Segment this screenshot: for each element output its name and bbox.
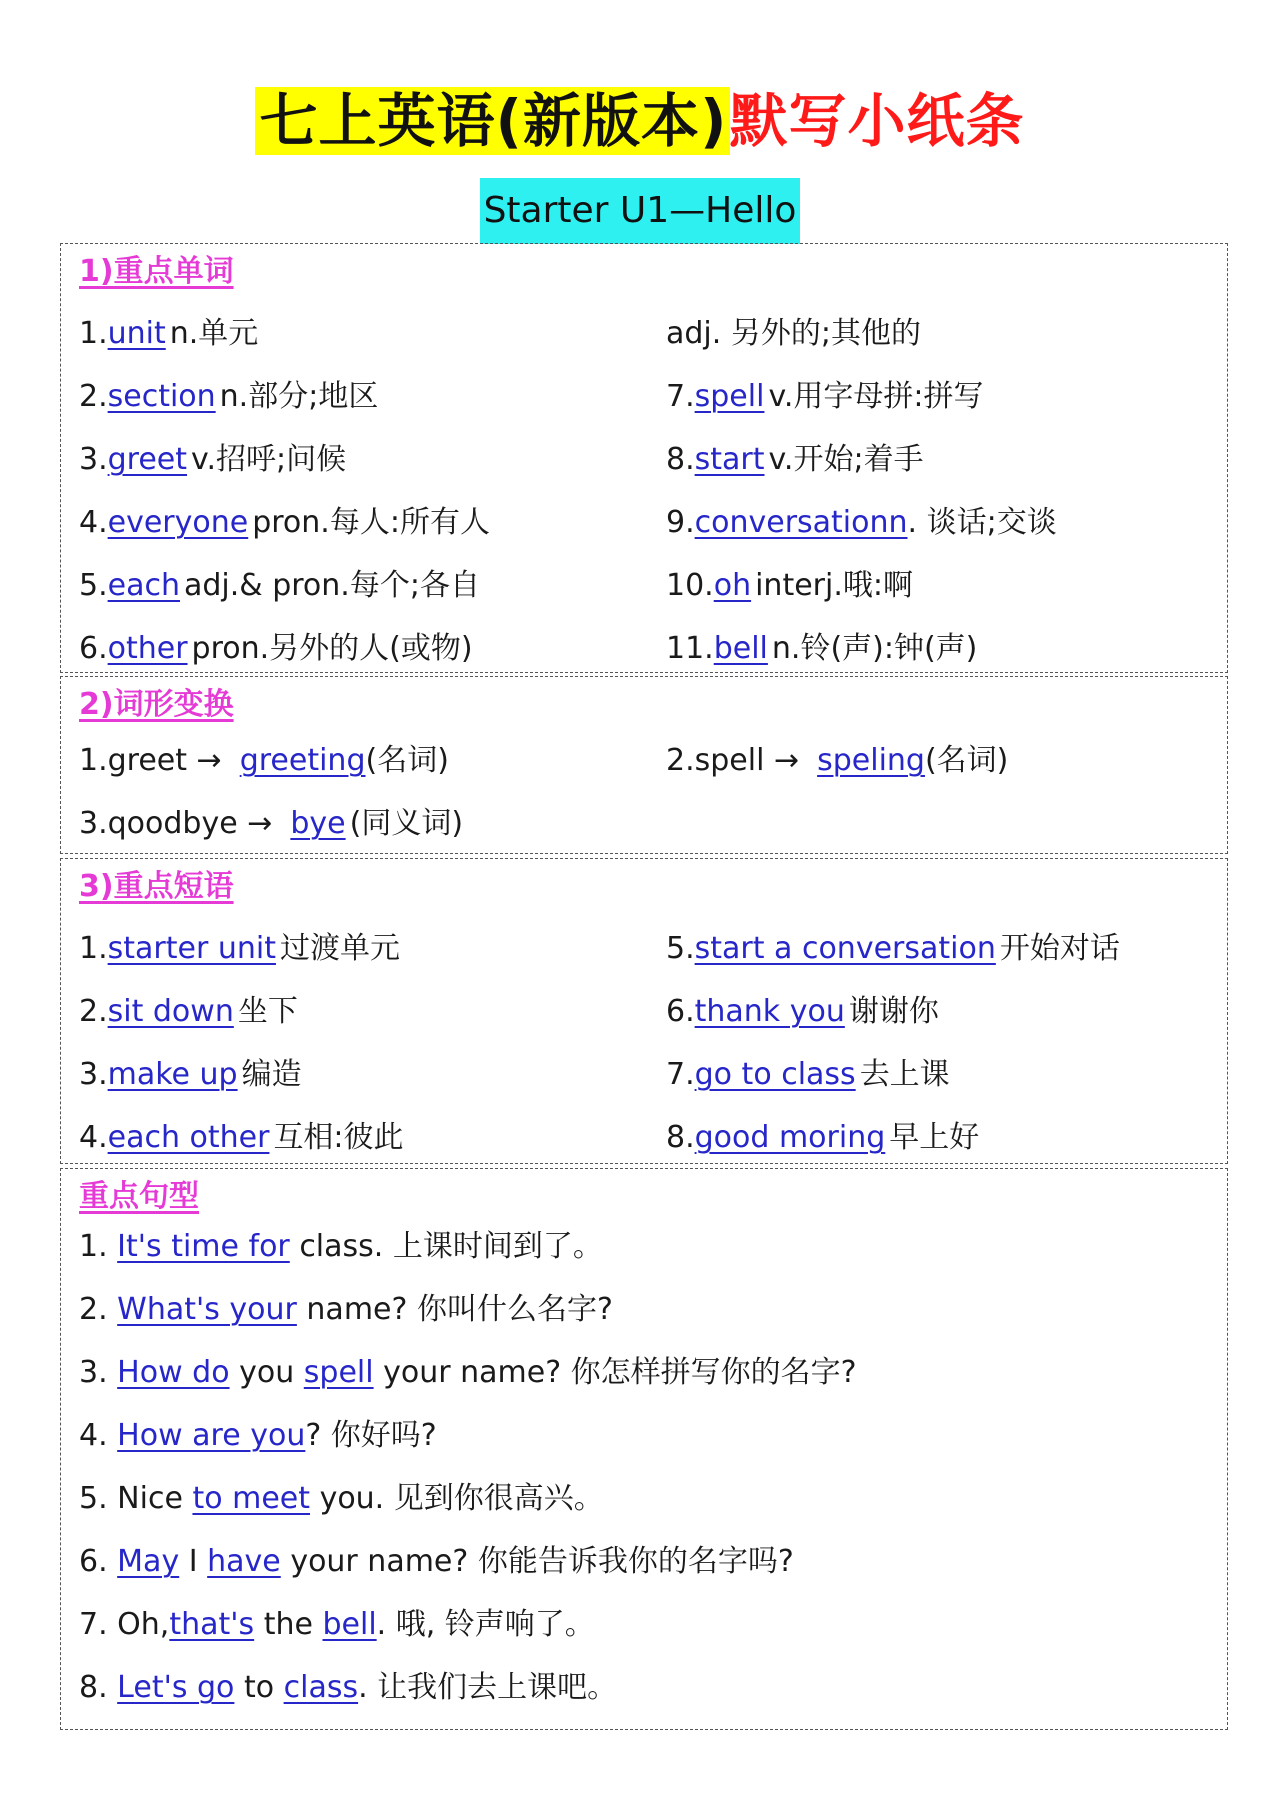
- definition: n.部分;地区: [219, 379, 379, 414]
- sentence-text: Oh,: [117, 1607, 170, 1642]
- answer: unit: [107, 316, 166, 351]
- phrase-item: [79, 992, 298, 1032]
- word-item: [79, 314, 258, 354]
- form-note: (名词): [365, 743, 449, 778]
- answer: go to class: [694, 1057, 856, 1092]
- sentence-item: [79, 1290, 613, 1330]
- item-num: 7.: [666, 379, 695, 414]
- item-num: 10.: [666, 568, 714, 603]
- definition: 早上好: [889, 1120, 980, 1155]
- sentence-text: ? 你好吗?: [305, 1418, 437, 1453]
- definition: adj. 另外的;其他的: [666, 316, 921, 351]
- definition: 编造: [241, 1057, 302, 1092]
- definition: v.用字母拼:拼写: [768, 379, 984, 414]
- word-item: [666, 629, 977, 669]
- definition: 过渡单元: [279, 931, 400, 966]
- sentence-text: class. 上课时间到了。: [299, 1229, 603, 1264]
- form-note: (同义词): [349, 806, 464, 841]
- form-item: [79, 804, 463, 844]
- form-base: 3.qoodbye →: [79, 806, 273, 841]
- answer: greet: [107, 442, 188, 477]
- item-num: 11.: [666, 631, 714, 666]
- word-item: [79, 503, 490, 543]
- section-title: 3)重点短语: [79, 869, 234, 904]
- sentence-text: . 哦, 铃声响了。: [376, 1607, 595, 1642]
- subtitle-row: [0, 178, 1280, 244]
- answer: bell: [322, 1607, 377, 1642]
- words-section: [60, 243, 1228, 673]
- definition: v.招呼;问候: [191, 442, 347, 477]
- title-red: 默写小纸条: [729, 87, 1025, 155]
- answer: How do: [117, 1355, 230, 1390]
- word-item: [666, 566, 913, 606]
- answer: May: [117, 1544, 180, 1579]
- word-item: [79, 440, 346, 480]
- item-num: 7.: [666, 1057, 695, 1092]
- answer: spell: [303, 1355, 374, 1390]
- sentence-item: [79, 1416, 437, 1456]
- item-num: 1.: [79, 931, 108, 966]
- word-item: [666, 503, 1057, 543]
- sentence-text: name? 你叫什么名字?: [306, 1292, 613, 1327]
- sentence-item: [79, 1668, 617, 1708]
- answer: speling: [817, 743, 925, 778]
- section-title: 2)词形变换: [79, 687, 234, 722]
- sentence-text: . 让我们去上课吧。: [358, 1670, 618, 1705]
- word-item: [666, 314, 921, 354]
- answer: What's your: [117, 1292, 297, 1327]
- definition: pron.每人:所有人: [252, 505, 490, 540]
- item-num: 2.: [79, 1292, 108, 1327]
- item-num: 6.: [666, 994, 695, 1029]
- title-row: [0, 76, 1280, 166]
- sentence-text: you: [239, 1355, 295, 1390]
- phrase-item: [666, 929, 1120, 969]
- answer: that's: [169, 1607, 255, 1642]
- phrase-item: [79, 1118, 404, 1158]
- answer: to meet: [192, 1481, 311, 1516]
- item-num: 3.: [79, 1057, 108, 1092]
- item-num: 4.: [79, 1120, 108, 1155]
- answer: section: [107, 379, 216, 414]
- item-num: 4.: [79, 505, 108, 540]
- sentence-item: [79, 1479, 604, 1519]
- definition: n.铃(声):钟(声): [771, 631, 978, 666]
- answer: oh: [713, 568, 752, 603]
- sentence-text: your name? 你怎样拼写你的名字?: [383, 1355, 857, 1390]
- answer: good moring: [694, 1120, 886, 1155]
- form-note: (名词): [924, 743, 1009, 778]
- definition: 互相:彼此: [273, 1120, 404, 1155]
- sentences-section: [60, 1168, 1228, 1730]
- answer: starter unit: [107, 931, 276, 966]
- item-num: 5.: [79, 1481, 108, 1516]
- answer: thank you: [694, 994, 845, 1029]
- phrase-item: [666, 992, 939, 1032]
- item-num: 6.: [79, 631, 108, 666]
- section-title: 1)重点单词: [79, 254, 234, 289]
- page-subtitle: Starter U1—Hello: [480, 178, 801, 244]
- sentence-text: the: [263, 1607, 313, 1642]
- section-title: 重点句型: [79, 1179, 199, 1214]
- word-item: [79, 377, 378, 417]
- definition: . 谈话;交谈: [907, 505, 1057, 540]
- phrase-item: [79, 929, 400, 969]
- sentence-item: [79, 1227, 603, 1267]
- item-num: 9.: [666, 505, 695, 540]
- answer: Let's go: [117, 1670, 235, 1705]
- answer: class: [283, 1670, 359, 1705]
- sentence-item: [79, 1353, 857, 1393]
- answer: bye: [290, 806, 346, 841]
- definition: 去上课: [859, 1057, 950, 1092]
- item-num: 7.: [79, 1607, 108, 1642]
- form-item: [666, 741, 1008, 781]
- definition: 坐下: [237, 994, 298, 1029]
- word-item: [666, 440, 924, 480]
- answer: sit down: [107, 994, 234, 1029]
- word-item: [79, 629, 473, 669]
- answer: other: [107, 631, 188, 666]
- item-num: 2.: [79, 994, 108, 1029]
- item-num: 1.: [79, 316, 108, 351]
- item-num: 5.: [666, 931, 695, 966]
- definition: v.开始;着手: [768, 442, 924, 477]
- answer: conversationn: [694, 505, 908, 540]
- phrases-section: [60, 858, 1228, 1164]
- item-num: 6.: [79, 1544, 108, 1579]
- answer: start: [694, 442, 765, 477]
- item-num: 3.: [79, 1355, 108, 1390]
- definition: n.单元: [169, 316, 259, 351]
- sentence-text: I: [188, 1544, 198, 1579]
- definition: 谢谢你: [848, 994, 939, 1029]
- definition: interj.哦:啊: [755, 568, 913, 603]
- item-num: 5.: [79, 568, 108, 603]
- answer: How are you: [117, 1418, 306, 1453]
- phrase-item: [666, 1055, 950, 1095]
- sentence-item: [79, 1542, 794, 1582]
- answer: have: [207, 1544, 281, 1579]
- item-num: 1.: [79, 1229, 108, 1264]
- word-forms-section: [60, 676, 1228, 854]
- item-num: 2.: [79, 379, 108, 414]
- answer: each other: [107, 1120, 270, 1155]
- sentence-text: your name? 你能告诉我你的名字吗?: [290, 1544, 794, 1579]
- definition: adj.& pron.每个;各自: [183, 568, 480, 603]
- word-item: [666, 377, 984, 417]
- answer: each: [107, 568, 180, 603]
- item-num: 8.: [666, 442, 695, 477]
- phrase-item: [79, 1055, 302, 1095]
- sentence-text: you. 见到你很高兴。: [319, 1481, 604, 1516]
- sentence-item: [79, 1605, 595, 1645]
- sentence-text: Nice: [117, 1481, 183, 1516]
- answer: bell: [713, 631, 768, 666]
- sentence-text: to: [243, 1670, 275, 1705]
- form-item: [79, 741, 449, 781]
- answer: spell: [694, 379, 765, 414]
- form-base: 2.spell →: [666, 743, 800, 778]
- answer: make up: [107, 1057, 238, 1092]
- item-num: 8.: [79, 1670, 108, 1705]
- answer: start a conversation: [694, 931, 996, 966]
- answer: greeting: [239, 743, 366, 778]
- item-num: 8.: [666, 1120, 695, 1155]
- word-item: [79, 566, 480, 606]
- answer: everyone: [107, 505, 249, 540]
- form-base: 1.greet →: [79, 743, 222, 778]
- item-num: 3.: [79, 442, 108, 477]
- title-highlight: 七上英语(新版本): [255, 87, 729, 155]
- answer: It's time for: [117, 1229, 290, 1264]
- phrase-item: [666, 1118, 979, 1158]
- item-num: 4.: [79, 1418, 108, 1453]
- definition: pron.另外的人(或物): [191, 631, 473, 666]
- definition: 开始对话: [999, 931, 1120, 966]
- page-title: [255, 76, 1024, 166]
